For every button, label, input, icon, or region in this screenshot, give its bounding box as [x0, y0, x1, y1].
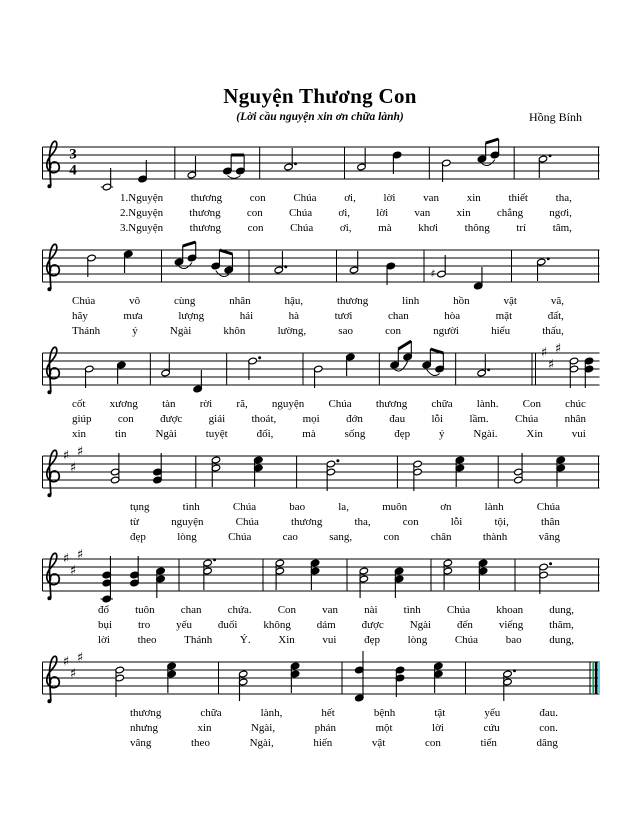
lyric-word: tâm, — [552, 222, 572, 234]
time-signature-lower: 4 — [69, 162, 77, 179]
lyric-word: rã, — [236, 398, 248, 410]
lyric-word: thấu, — [542, 325, 564, 337]
lyric-word: con — [385, 325, 401, 337]
staff-3 — [42, 339, 600, 397]
treble-clef-icon — [47, 656, 60, 703]
augmentation-dot — [258, 356, 261, 359]
lyric-word: Chúa — [293, 192, 317, 204]
lyric-word: chữa — [200, 707, 222, 719]
lyric-word: yếu — [176, 619, 192, 631]
treble-clef-icon — [47, 244, 60, 291]
lyric-word: chan — [387, 310, 409, 322]
lyric-word: hậu, — [284, 295, 304, 307]
lyric-word: tàn — [162, 398, 176, 410]
lyric-word: ơi, — [338, 207, 351, 219]
lyric-word: vật — [371, 737, 386, 749]
lyric-word: con — [402, 516, 419, 528]
lyric-word: Chúa — [446, 604, 471, 616]
lyric-word: bụi — [98, 619, 113, 631]
lyric-line-verse-1 — [42, 294, 600, 309]
lyric-word: theo — [137, 634, 157, 646]
staff-system-5 — [0, 545, 640, 648]
lyric-line-verse-3 — [42, 736, 600, 751]
lyric-word: lòng — [407, 634, 428, 646]
lyric-word: Chúa — [328, 398, 352, 410]
lyric-word: lời — [98, 634, 110, 646]
lyric-word: 3.Nguyện — [120, 222, 164, 234]
lyric-word: viếng — [498, 619, 524, 631]
lyric-word: tình — [182, 501, 200, 513]
lyric-word: đuối — [217, 619, 238, 631]
lyric-word: thương — [290, 516, 323, 528]
lyric-word: khôn — [223, 325, 246, 337]
lyric-word: một — [375, 722, 393, 734]
lyric-word: đối, — [256, 428, 274, 440]
lyric-line-verse-1 — [42, 191, 600, 206]
staff-6 — [42, 648, 600, 706]
lyric-line-verse-1 — [42, 603, 600, 618]
lyric-line-verse-3 — [42, 530, 600, 545]
lyric-word: dám — [316, 619, 336, 631]
lyric-word: sang, — [329, 531, 353, 543]
lyric-line-verse-2 — [42, 618, 600, 633]
lyric-word: nài — [364, 604, 378, 616]
lyric-word: hiểu — [491, 325, 511, 337]
lyric-line-verse-1 — [42, 706, 600, 721]
lyric-word: cứu — [483, 722, 500, 734]
lyric-word: tuyệt — [205, 428, 228, 440]
lyric-word: tình — [403, 604, 421, 616]
lyric-word: tiến — [480, 737, 497, 749]
treble-clef-icon — [47, 553, 60, 600]
lyric-word: bao — [505, 634, 522, 646]
lyric-word: con — [424, 737, 441, 749]
lyric-word: nhưng — [130, 722, 158, 734]
time-signature-upper: 3 — [69, 146, 77, 163]
lyric-word: xương — [109, 398, 138, 410]
lyric-word: lường, — [277, 325, 307, 337]
sharp-icon: ♯ — [430, 268, 436, 280]
lyric-word: hết — [321, 707, 335, 719]
lyric-word: Chúa — [72, 295, 96, 307]
lyric-word: Chúa — [290, 222, 314, 234]
staff-1 — [42, 133, 600, 191]
lyric-line-verse-2 — [42, 721, 600, 736]
lyric-word: lượng — [178, 310, 205, 322]
augmentation-dot — [294, 162, 297, 165]
lyric-word: chan — [180, 604, 202, 616]
lyric-word: thương — [189, 207, 221, 219]
lyric-word: theo — [191, 737, 210, 749]
lyric-line-verse-1 — [42, 397, 600, 412]
augmentation-dot — [336, 459, 339, 462]
lyric-word: nguyện — [171, 516, 204, 528]
lyric-word: la, — [338, 501, 349, 513]
lyric-word: thoát, — [251, 413, 277, 425]
staff-system-2 — [0, 236, 640, 339]
lyric-word: giải — [208, 413, 226, 425]
lyric-word: muôn — [382, 501, 408, 513]
lyric-word: con — [117, 413, 134, 425]
lyric-word: Ngài, — [250, 722, 276, 734]
lyric-word: nhân — [229, 295, 251, 307]
lyric-word: Chúa — [515, 413, 539, 425]
lyric-word: khơi — [418, 222, 439, 234]
staff-system-3 — [0, 339, 640, 442]
lyric-word: 1.Nguyện — [120, 192, 164, 204]
sharp-icon: ♯ — [547, 357, 555, 373]
lyric-word: cùng — [173, 295, 196, 307]
lyric-word: vã, — [550, 295, 564, 307]
treble-clef-icon — [47, 347, 60, 394]
sharp-icon: ♯ — [69, 460, 77, 476]
lyric-word: ngơi, — [549, 207, 572, 219]
lyric-word: tha, — [555, 192, 572, 204]
lyric-word: được — [361, 619, 384, 631]
lyric-word: đau — [389, 413, 406, 425]
lyric-word: linh — [402, 295, 420, 307]
lyric-word: thiết — [508, 192, 528, 204]
lyric-word: Ngài, — [249, 737, 274, 749]
augmentation-dot — [549, 562, 552, 565]
lyric-word: từ — [130, 516, 140, 528]
lyric-word: Chúa — [536, 501, 560, 513]
lyric-word: van — [414, 207, 431, 219]
augmentation-dot — [547, 257, 550, 260]
beam — [486, 139, 499, 143]
lyric-word: thương — [375, 398, 408, 410]
treble-clef-icon — [47, 450, 60, 497]
lyric-word: thương — [130, 707, 162, 719]
score-title: Nguyện Thương Con — [223, 84, 417, 108]
sharp-icon: ♯ — [69, 666, 77, 682]
lyric-word: con — [247, 222, 264, 234]
lyric-word: van — [322, 604, 339, 616]
lyric-word: thương — [189, 222, 222, 234]
lyric-word: Ngài. — [473, 428, 498, 440]
lyric-word: đẹp — [394, 428, 411, 440]
lyric-word: mọi — [302, 413, 320, 425]
lyric-word: Ngài — [169, 325, 192, 337]
lyric-word: hiến — [313, 737, 333, 749]
lyric-word: Con — [277, 604, 297, 616]
sharp-icon: ♯ — [62, 448, 70, 464]
lyric-word: tội, — [494, 516, 509, 528]
lyric-word: tụng — [130, 501, 150, 513]
lyric-word: con — [249, 192, 266, 204]
lyric-line-verse-2 — [42, 206, 600, 221]
lyric-word: vui — [571, 428, 586, 440]
lyric-word: Thánh — [72, 325, 101, 337]
lyric-word: ý — [132, 325, 138, 337]
sharp-icon: ♯ — [69, 563, 77, 579]
lyric-word: hãy — [72, 310, 88, 322]
slur — [227, 176, 240, 179]
lyric-word: thành — [482, 531, 508, 543]
lyric-word: Con — [522, 398, 541, 410]
lyric-word: đổ — [98, 604, 109, 616]
beam — [398, 341, 411, 349]
lyric-word: vật — [503, 295, 517, 307]
lyric-word: ơi, — [339, 222, 352, 234]
augmentation-dot — [549, 154, 552, 157]
augmentation-dot — [213, 558, 216, 561]
lyric-line-verse-2 — [42, 515, 600, 530]
lyric-word: đẹp — [130, 531, 146, 543]
lyric-word: Thánh — [184, 634, 213, 646]
lyric-word: nhân — [564, 413, 586, 425]
sharp-icon: ♯ — [554, 341, 562, 357]
lyric-word: hòa — [444, 310, 461, 322]
lyric-line-verse-2 — [42, 412, 600, 427]
lyric-word: chúc — [565, 398, 586, 410]
beam — [183, 242, 196, 246]
lyric-word: 2.Nguyện — [120, 207, 164, 219]
lyric-word: mặt — [495, 310, 513, 322]
lyric-word: bao — [289, 501, 306, 513]
lyric-word: ơn — [440, 501, 452, 513]
lyric-word: con. — [539, 722, 558, 734]
treble-clef-icon — [47, 141, 60, 188]
lyric-word: dung, — [549, 604, 574, 616]
lyric-word: giúp — [72, 413, 92, 425]
lyric-line-verse-3 — [42, 324, 600, 339]
lyric-word: ơi, — [344, 192, 356, 204]
staff-4 — [42, 442, 600, 500]
lyric-word: không — [263, 619, 291, 631]
lyric-line-verse-3 — [42, 427, 600, 442]
lyric-word: chứa. — [227, 604, 252, 616]
lyric-word: Ngài — [155, 428, 177, 440]
sharp-icon: ♯ — [62, 551, 70, 567]
lyric-word: đất, — [547, 310, 564, 322]
staff-system-6 — [0, 648, 640, 751]
lyric-word: người — [433, 325, 459, 337]
lyric-word: đớn — [346, 413, 363, 425]
lyric-line-verse-3 — [42, 633, 600, 648]
lyric-word: mà — [302, 428, 316, 440]
lyric-word: Xin — [278, 634, 295, 646]
beam — [219, 250, 232, 254]
lyric-word: lành. — [476, 398, 499, 410]
lyric-word: lời — [376, 207, 389, 219]
lyric-word: lành, — [260, 707, 283, 719]
augmentation-dot — [284, 265, 287, 268]
lyric-word: ý — [439, 428, 445, 440]
lyric-word: đau. — [539, 707, 558, 719]
sharp-icon: ♯ — [76, 650, 84, 666]
staff-system-1 — [0, 133, 640, 236]
lyric-word: lời — [432, 722, 444, 734]
lyric-word: xin — [456, 207, 471, 219]
lyric-word: nguyện — [271, 398, 305, 410]
lyric-word: xin — [197, 722, 212, 734]
lyric-word: Xin — [526, 428, 543, 440]
lyric-word: mưa — [123, 310, 143, 322]
augmentation-dot — [487, 368, 490, 371]
lyric-word: sống — [344, 428, 366, 440]
lyric-word: van — [423, 192, 440, 204]
composer-name: Hồng Bính — [528, 110, 582, 124]
lyric-word: vui — [322, 634, 337, 646]
lyric-word: Ý. — [239, 634, 251, 646]
sharp-icon: ♯ — [76, 547, 84, 563]
lyric-word: tuôn — [135, 604, 155, 616]
lyric-word: dung, — [549, 634, 574, 646]
augmentation-dot — [513, 669, 516, 672]
lyric-word: khoan — [496, 604, 524, 616]
score-subtitle: (Lời cầu nguyện xin ơn chữa lành) — [236, 111, 404, 123]
staff-2 — [42, 236, 600, 294]
lyric-word: tha, — [354, 516, 371, 528]
lyric-line-verse-2 — [42, 309, 600, 324]
lyric-word: lầm. — [469, 413, 489, 425]
lyric-word: thông — [464, 222, 490, 234]
lyric-word: mà — [378, 222, 392, 234]
lyric-line-verse-3 — [42, 221, 600, 236]
lyric-word: thương — [190, 192, 223, 204]
lyric-word: bệnh — [373, 707, 396, 719]
lyric-word: vâng — [538, 531, 560, 543]
lyric-line-verse-1 — [42, 500, 600, 515]
lyric-word: chân — [430, 531, 452, 543]
lyric-word: xin — [72, 428, 87, 440]
lyric-word: cao — [282, 531, 298, 543]
lyric-word: cốt — [72, 398, 86, 410]
lyric-word: Chúa — [288, 207, 313, 219]
sharp-icon: ♯ — [62, 654, 70, 670]
sharp-icon: ♯ — [76, 444, 84, 460]
lyric-word: hải — [239, 310, 254, 322]
lyric-word: hồn — [453, 295, 470, 307]
lyric-word: vô — [129, 295, 141, 307]
lyric-word: lỗi — [450, 516, 463, 528]
lyric-word: vâng — [130, 737, 152, 749]
lyric-word: con — [383, 531, 400, 543]
lyric-word: hà — [288, 310, 300, 322]
lyric-word: Chúa — [454, 634, 479, 646]
staff-systems — [0, 133, 640, 751]
lyric-word: thân — [540, 516, 560, 528]
lyric-word: lỗi — [431, 413, 444, 425]
lyric-word: Chúa — [228, 531, 252, 543]
lyric-word: lời — [383, 192, 396, 204]
lyric-word: chẳng — [496, 207, 524, 219]
lyric-word: tật — [434, 707, 446, 719]
sharp-icon: ♯ — [540, 345, 548, 361]
lyric-word: Chúa — [235, 516, 259, 528]
lyric-word: được — [160, 413, 183, 425]
lyric-word: sao — [338, 325, 353, 337]
lyric-word: thăm, — [549, 619, 574, 631]
lyric-word: chữa — [431, 398, 453, 410]
lyric-word: lòng — [177, 531, 197, 543]
lyric-word: xin — [466, 192, 481, 204]
lyric-word: dâng — [536, 737, 558, 749]
lyric-word: Ngài — [409, 619, 432, 631]
lyric-word: thương — [336, 295, 369, 307]
lyric-word: trí — [516, 222, 527, 234]
lyric-word: Chúa — [232, 501, 257, 513]
lyric-word: đẹp — [364, 634, 380, 646]
lyric-word: lành — [484, 501, 504, 513]
lyric-word: phán — [314, 722, 336, 734]
lyric-word: con — [246, 207, 263, 219]
staff-system-4 — [0, 442, 640, 545]
lyric-word: đến — [457, 619, 473, 631]
beam — [430, 349, 443, 353]
lyric-word: yếu — [484, 707, 501, 719]
staff-5 — [42, 545, 600, 603]
lyric-word: rời — [199, 398, 213, 410]
lyric-word: tin — [114, 428, 127, 440]
lyric-word: tro — [137, 619, 151, 631]
lyric-word: tươi — [334, 310, 353, 322]
